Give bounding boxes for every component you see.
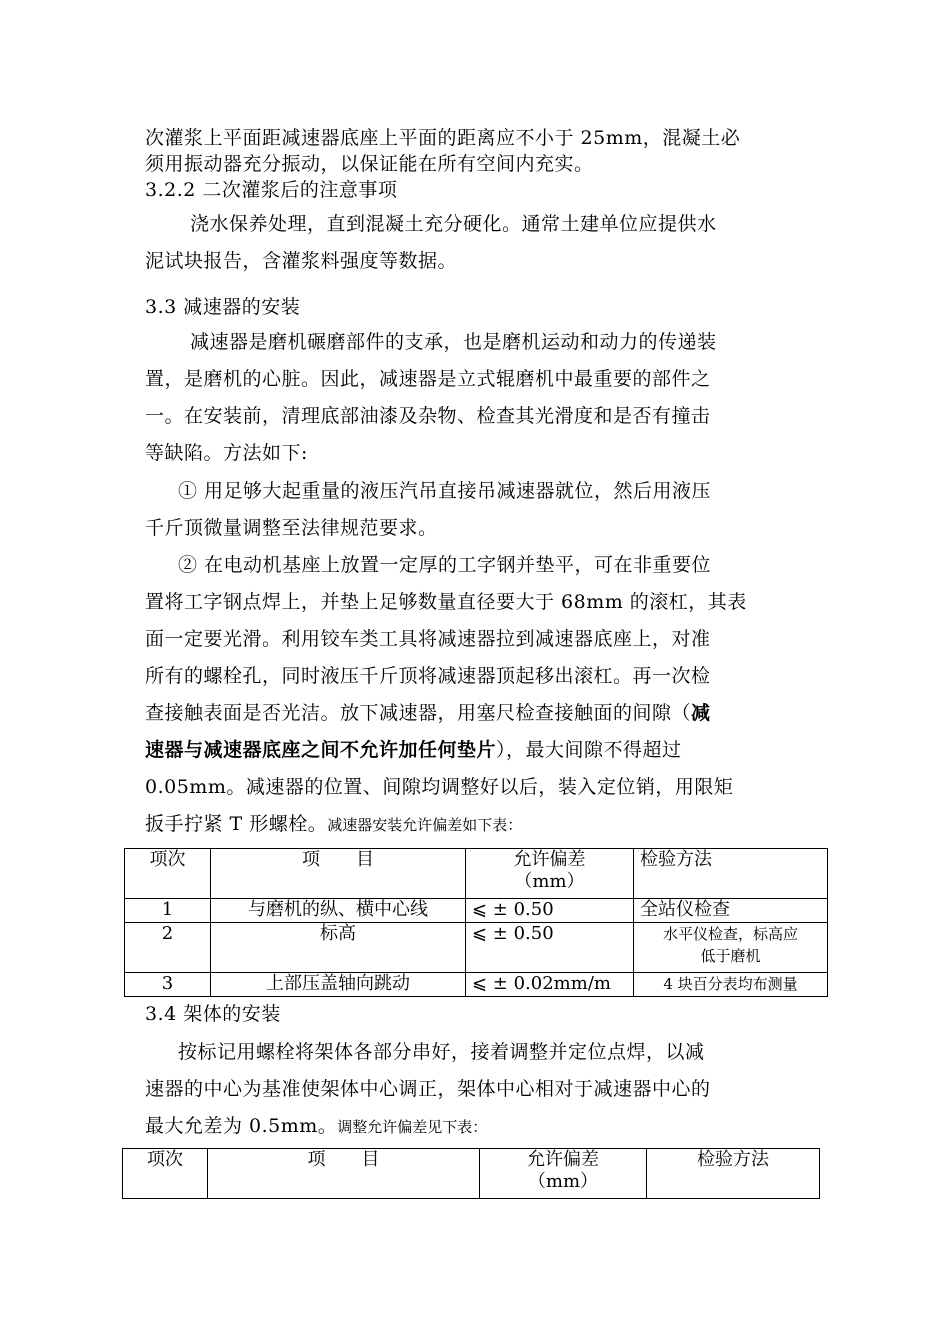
method-line: 低于磨机 — [700, 947, 761, 965]
header-unit: （mm） — [527, 1171, 599, 1192]
header-text: 允许偏差 — [527, 1149, 599, 1170]
header-text: 允许偏差 — [513, 849, 586, 870]
header-cell: 项次 — [123, 1149, 208, 1199]
section-heading-34: 3.4 架体的安装 — [145, 1003, 281, 1025]
row-method: 4 块百分表均布测量 — [634, 973, 828, 997]
row-method: 全站仪检查 — [634, 899, 828, 923]
text-line — [145, 700, 807, 726]
row-number: 2 — [125, 923, 211, 973]
row-tolerance: ⩽ ± 0.02mm/m — [466, 973, 634, 997]
text-line: 千斤顶微量调整至法律规范要求。 — [145, 517, 438, 539]
header-unit: （mm） — [514, 871, 585, 892]
text-line: 泥试块报告，含灌浆料强度等数据。 — [145, 250, 458, 272]
section-heading-33: 3.3 减速器的安装 — [145, 296, 301, 318]
text-line: 置，是磨机的心脏。因此，减速器是立式辊磨机中最重要的部件之 — [145, 368, 711, 390]
table-row — [125, 899, 828, 923]
row-item: 标高 — [211, 923, 466, 973]
header-cell: 检验方法 — [634, 849, 828, 899]
text-line: 按标记用螺栓将架体各部分串好，接着调整并定位点焊，以减 — [178, 1041, 705, 1063]
table-header-row — [125, 849, 828, 899]
table1-caption: 减速器安装允许偏差如下表： — [327, 816, 523, 834]
header-cell: 检验方法 — [647, 1149, 820, 1199]
row-tolerance: ⩽ ± 0.50 — [466, 899, 634, 923]
row-item: 上部压盖轴向跳动 — [211, 973, 466, 997]
section-heading-322: 3.2.2 二次灌浆后的注意事项 — [145, 179, 398, 201]
header-cell: 项 目 — [208, 1149, 480, 1199]
table-header-row — [123, 1149, 820, 1199]
text-line: 浇水保养处理，直到混凝土充分硬化。通常土建单位应提供水 — [190, 213, 717, 235]
text-line: 置将工字钢点焊上，并垫上足够数量直径要大于 68mm 的滚杠，其表 — [145, 591, 747, 613]
table-row — [125, 923, 828, 973]
bold-text: 速器与减速器底座之间不允许加任何垫片 — [145, 739, 497, 761]
text-line — [145, 811, 807, 837]
text-line: 等缺陷。方法如下: — [145, 442, 308, 464]
table-row — [125, 973, 828, 997]
text-line: 次灌浆上平面距减速器底座上平面的距离应不小于 25mm，混凝土必 — [145, 127, 741, 149]
text-span: 扳手拧紧 T 形螺栓。 — [145, 813, 328, 835]
row-tolerance: ⩽ ± 0.50 — [466, 923, 634, 973]
header-cell — [480, 1149, 647, 1199]
list-item-2: ② 在电动机基座上放置一定厚的工字钢并垫平，可在非重要位 — [178, 554, 712, 576]
text-line: 一。在安装前，清理底部油漆及杂物、检查其光滑度和是否有撞击 — [145, 405, 711, 427]
text-line: 面一定要光滑。利用铰车类工具将减速器拉到减速器底座上，对准 — [145, 628, 711, 650]
text-line — [145, 737, 807, 763]
row-method — [634, 923, 828, 973]
row-number: 1 — [125, 899, 211, 923]
header-cell: 项次 — [125, 849, 211, 899]
text-line: 所有的螺栓孔，同时液压千斤顶将减速器顶起移出滚杠。再一次检 — [145, 665, 711, 687]
text-line: 减速器是磨机碾磨部件的支承，也是磨机运动和动力的传递装 — [190, 331, 717, 353]
row-item: 与磨机的纵、横中心线 — [211, 899, 466, 923]
row-number: 3 — [125, 973, 211, 997]
bold-text: 减 — [691, 702, 711, 724]
text-line: 0.05mm。减速器的位置、间隙均调整好以后，装入定位销，用限矩 — [145, 776, 734, 798]
method-line: 水平仪检查，标高应 — [662, 925, 798, 943]
table2-caption: 调整允许偏差见下表： — [337, 1118, 488, 1136]
header-cell: 项 目 — [211, 849, 466, 899]
text-span: 查接触表面是否光洁。放下减速器，用塞尺检查接触面的间隙（ — [145, 702, 692, 724]
tolerance-table-1 — [124, 848, 828, 997]
tolerance-table-2 — [122, 1148, 820, 1199]
text-line: 速器的中心为基准使架体中心调正，架体中心相对于减速器中心的 — [145, 1078, 711, 1100]
header-cell — [466, 849, 634, 899]
text-span: 最大允差为 0.5mm。 — [145, 1115, 338, 1137]
text-line: 须用振动器充分振动，以保证能在所有空间内充实。 — [145, 153, 594, 175]
list-item-1: ① 用足够大起重量的液压汽吊直接吊减速器就位，然后用液压 — [178, 480, 712, 502]
text-line — [145, 1113, 807, 1139]
text-span: ），最大间隙不得超过 — [496, 739, 682, 761]
